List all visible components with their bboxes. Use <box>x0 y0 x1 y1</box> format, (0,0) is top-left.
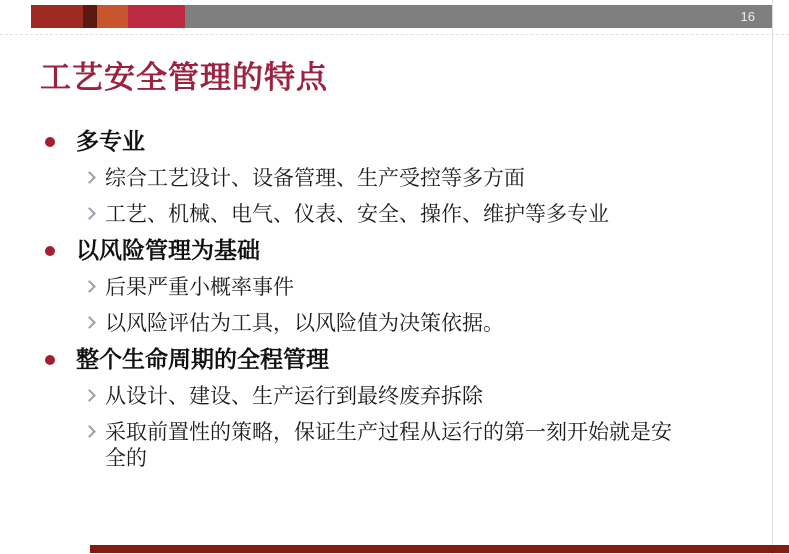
sub-bullet-text: 以风险评估为工具，以风险值为决策依据。 <box>105 311 504 335</box>
arrow-bullet-icon <box>83 207 96 220</box>
accent-block-orange <box>97 5 128 28</box>
page-number: 16 <box>740 9 755 24</box>
bullet-dot-icon <box>45 246 55 256</box>
bullet-label: 多专业 <box>76 129 145 154</box>
header-strip <box>31 5 773 28</box>
bullet-dot-icon <box>45 355 55 365</box>
sub-bullet-item <box>85 274 789 300</box>
bullet-item <box>0 128 789 156</box>
header-dashed-divider <box>0 34 789 35</box>
sub-bullet-item <box>85 310 789 336</box>
sub-bullet-item <box>85 383 789 409</box>
bullet-group <box>0 237 789 336</box>
bullet-group <box>0 346 789 471</box>
sub-bullet-item <box>85 419 789 471</box>
sub-bullet-text: 工艺、机械、电气、仪表、安全、操作、维护等多专业 <box>105 202 609 226</box>
arrow-bullet-icon <box>83 280 96 293</box>
bottom-accent-bar <box>90 545 789 553</box>
sub-bullet-item <box>85 201 789 227</box>
bullet-item <box>0 346 789 374</box>
bullet-label: 以风险管理为基础 <box>76 238 260 263</box>
bullet-item <box>0 237 789 265</box>
bullet-dot-icon <box>45 137 55 147</box>
arrow-bullet-icon <box>83 171 96 184</box>
accent-block-maroon <box>83 5 97 28</box>
accent-block-crimson <box>128 5 185 28</box>
slide-body <box>0 128 789 481</box>
bullet-group <box>0 128 789 227</box>
sub-bullet-text: 从设计、建设、生产运行到最终废弃拆除 <box>105 384 483 408</box>
accent-block-dark-red <box>31 5 83 28</box>
slide-title: 工艺安全管理的特点 <box>40 60 328 95</box>
sub-bullet-text: 综合工艺设计、设备管理、生产受控等多方面 <box>105 166 525 190</box>
sub-bullet-text: 采取前置性的策略，保证生产过程从运行的第一刻开始就是安全的 <box>105 420 672 470</box>
arrow-bullet-icon <box>83 316 96 329</box>
header-gray-bar <box>185 5 773 28</box>
sub-bullet-text: 后果严重小概率事件 <box>105 275 294 299</box>
arrow-bullet-icon <box>83 425 96 438</box>
arrow-bullet-icon <box>83 389 96 402</box>
bullet-label: 整个生命周期的全程管理 <box>76 347 329 372</box>
sub-bullet-item <box>85 165 789 191</box>
